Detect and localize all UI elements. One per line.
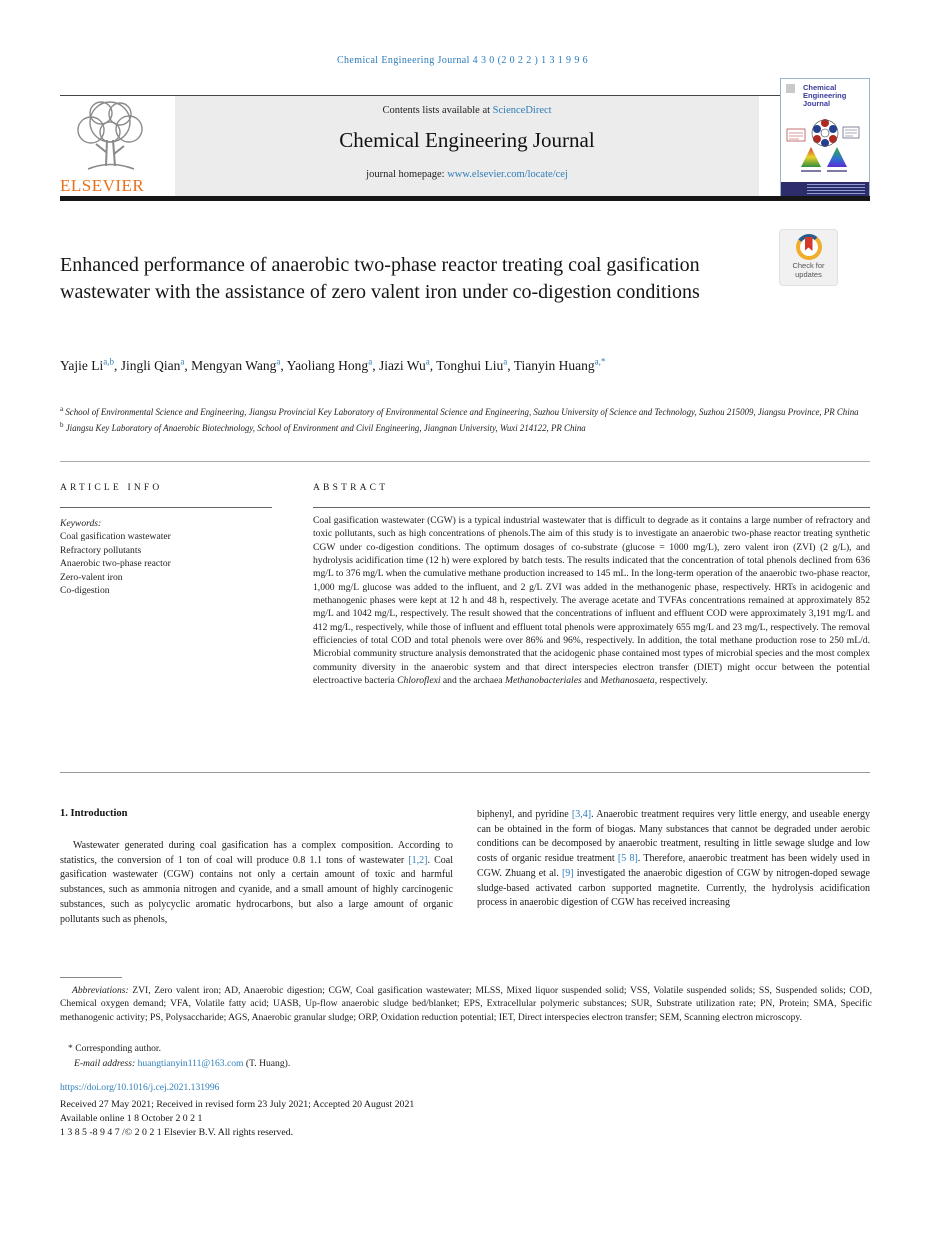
running-head-citation: Chemical Engineering Journal 4 3 0 (2 0 2 2 ) 1 3 1 9 9 6 bbox=[336, 55, 589, 66]
keyword: Zero-valent iron bbox=[60, 571, 123, 583]
doi-link[interactable]: https://doi.org/10.1016/j.cej.2021.131996 bbox=[60, 1082, 220, 1093]
divider-rule bbox=[60, 461, 870, 462]
author: Mengyan Wang$^a$, bbox=[191, 356, 287, 373]
affiliation-b: $^b$ Jiangsu Key Laboratory of Anaerobic Biotechnology, School of Environment and Civil Engineering, Jiangnan University, Wuxi 214122, PR China bbox=[60, 420, 586, 433]
homepage-line bbox=[175, 169, 759, 180]
intro-paragraph-left: Wastewater generated during coal gasification has a complex composition. According to statistics, the conversion of 1 ton of coal will produce 0.8 1.1 tons of wastewater [1,2]. Coal gasification wastewater (CGW) contains not only a certain amount of toxic and harmful substances, such as ammonia nitrogen and cyanide, and a small amount of highly carcinogenic substances, such as polycyclic aromatic hydrocarbons, but also a large amount of organic pollutants such as phenols, bbox=[60, 840, 453, 925]
contents-prefix: Contents lists available at bbox=[382, 105, 493, 116]
keywords-block bbox=[60, 517, 280, 597]
keyword: Anaerobic two-phase reactor bbox=[60, 558, 171, 570]
section-heading-introduction: 1. Introduction bbox=[60, 808, 128, 819]
body-column-left bbox=[60, 839, 453, 927]
email-line: E-mail address: huangtianyin111@163.com (T. Huang). bbox=[74, 1058, 291, 1069]
corresponding-author-note: * Corresponding author. bbox=[68, 1043, 161, 1054]
issn-copyright: 1 3 8 5 -8 9 4 7 /© 2 0 2 1 Elsevier B.V. All rights reserved. bbox=[60, 1127, 294, 1138]
received-dates: Received 27 May 2021; Received in revised form 23 July 2021; Accepted 20 August 2021 bbox=[60, 1099, 415, 1110]
email-link[interactable]: huangtianyin111@163.com bbox=[137, 1058, 244, 1069]
italic-taxon: Methanosaeta, bbox=[600, 675, 658, 687]
article-title: Enhanced performance of anaerobic two-phase reactor treating coal gasification wastewater with the assistance of zero valent iron under co-digestion conditions bbox=[60, 254, 700, 303]
masthead-box bbox=[175, 96, 759, 196]
keyword: Co-digestion bbox=[60, 585, 110, 597]
body-column-right bbox=[477, 808, 870, 911]
affiliations bbox=[60, 403, 872, 435]
divider-rule bbox=[60, 772, 870, 773]
abstract-text: Coal gasification wastewater (CGW) is a typical industrial wastewater that is difficult to degrade as it contains a large number of refractory and toxic pollutants, such as high concentrations of phenols.The aim of this study is to investigate an anaerobic two-phase reactor treating synthetic CGW under co-digestion conditions. The optimum dosages of co-substrate (glucose = 1000 mg/L), zero valent iron (ZVI) (2 g/L), and hydrolysis acidification time (12 h) were explored by batch tests. The results indicated that the concentration of total phenols declined from 636 mg/L to 376 mg/L when the cumulative methane production increased to 145 mL. In the long-term operation of the anaerobic two-phase reactor, 1,000 mg/L glucose was added to the influent, and 2 g/L ZVI was added in the methanogenic phase, respectively. HRTs in acidogenic and methanogenic phases were kept at 12 h and 48 h, respectively. The average acetate and TVFAs concentrations remained at approximately 852 mg/L and 1042 mg/L, respectively. The result showed that the concentrations of influent and effluent COD were approximately 3,191 mg/L and 412 mg/L, respectively, while those of influent and effluent total phenols were approximately 655 mg/L and 23 mg/L, respectively. The removal efficiencies of total COD and total phenols were over 86% and 96%, respectively. In addition, the total methane production rose to 250 mL/d. Microbial community structure analysis demonstrated that the acidogenic phase contained most types of microbial species and the most complex community diversity in the anaerobic system and that direct interspecies electron transfer (DIET) might occur between the potential electroactive bacteria Chloroflexi and the archaea Methanobacteriales and Methanosaeta, respectively. bbox=[313, 515, 870, 687]
keyword: Refractory pollutants bbox=[60, 544, 142, 556]
citation-ref[interactable]: [5 8] bbox=[617, 853, 638, 865]
author: Jingli Qian$^a$, bbox=[120, 356, 192, 373]
contents-line bbox=[175, 105, 759, 116]
cover-publisher-mark-icon bbox=[786, 84, 795, 93]
available-online: Available online 1 8 October 2 0 2 1 bbox=[60, 1113, 203, 1124]
footnote-rule bbox=[60, 977, 122, 978]
abstract-rule bbox=[313, 507, 870, 508]
citation-ref[interactable]: [1,2] bbox=[408, 854, 428, 866]
masthead-bottom-rule bbox=[60, 196, 870, 201]
elsevier-wordmark: ELSEVIER bbox=[60, 176, 145, 195]
abbreviations-label: Abbreviations: bbox=[72, 985, 129, 996]
abbreviations-footnote: Abbreviations: ZVI, Zero valent iron; AD, Anaerobic digestion; CGW, Coal gasification wastewater; MLSS, Mixed liquor suspended solid; VSS, Volatile suspended solids; SS, Suspended solids; COD, Chemical oxygen demand; VFA, Volatile fatty acid; UASB, Up-flow anaerobic sludge bed/blanket; EPS, Extracellular polymeric substances; SUR, Substrate utilization rate; PN, Protein; SMA, Specific methanogenic activity; PS, Polysaccharide; AGS, Anaerobic granular sludge; ORP, Oxidation reduction potential; IET, Direct interspecies electron transfer; SEM, Scanning electron microscopy. bbox=[60, 985, 872, 1023]
elsevier-logo[interactable] bbox=[60, 96, 172, 196]
author: Jiazi Wu$^a$, bbox=[378, 356, 437, 373]
journal-masthead-title: Chemical Engineering Journal bbox=[339, 128, 595, 152]
sciencedirect-link[interactable]: ScienceDirect bbox=[492, 105, 552, 116]
italic-taxon: Chloroflexi bbox=[397, 675, 441, 687]
author: Tonghui Liu$^a$, bbox=[436, 356, 514, 373]
check-updates-label: Check for updates bbox=[792, 261, 825, 279]
article-info-heading: ARTICLE INFO bbox=[60, 483, 163, 493]
journal-cover-thumbnail[interactable] bbox=[780, 78, 870, 200]
check-for-updates-badge[interactable] bbox=[779, 229, 838, 286]
keyword: Coal gasification wastewater bbox=[60, 531, 171, 543]
intro-paragraph-right: biphenyl, and pyridine [3,4]. Anaerobic treatment requires very little energy, and useable energy can be obtained in the form of biogas. Many substances that cannot be degraded under aerobic conditions can be decomposed by anaerobic treatment, resulting in little sewage sludge and low costs of organic residue treatment [5 8]. Therefore, anaerobic treatment has been widely used in CGW. Zhuang et al. [9] investigated the anaerobic digestion of CGW by nitrogen-doped sewage sludge-based activated carbon supported magnetite. Currently, the hydrolysis acidification process in anaerobic digestion of CGW has received increasing bbox=[477, 809, 870, 909]
italic-taxon: Methanobacteriales bbox=[504, 675, 582, 687]
author-list bbox=[60, 352, 705, 375]
journal-homepage-link[interactable]: www.elsevier.com/locate/cej bbox=[447, 169, 568, 180]
cover-journal-title: Chemical Engineering Journal bbox=[803, 83, 847, 108]
citation-ref[interactable]: [3,4] bbox=[571, 809, 592, 820]
affiliation-a: $^a$ School of Environmental Science and Engineering, Jiangsu Provincial Key Laboratory of Environmental Science and Engineering, Suzhou University of Science and Technology, Suzhou 215009, Jiangsu Province, PR China bbox=[60, 405, 859, 417]
author: Yaoliang Hong$^a$, bbox=[286, 356, 379, 373]
homepage-prefix: journal homepage: bbox=[366, 169, 448, 180]
author: Tianyin Huang$^{a,*}$ bbox=[513, 356, 606, 373]
citation-ref[interactable]: [9] bbox=[561, 867, 574, 879]
keywords-label: Keywords: bbox=[60, 518, 102, 529]
article-info-rule bbox=[60, 507, 272, 508]
email-label: E-mail address: bbox=[74, 1058, 136, 1069]
abstract-heading: ABSTRACT bbox=[313, 483, 389, 493]
crossmark-icon bbox=[796, 234, 822, 260]
author: Yajie Li$^{a,b}$, bbox=[60, 356, 121, 373]
